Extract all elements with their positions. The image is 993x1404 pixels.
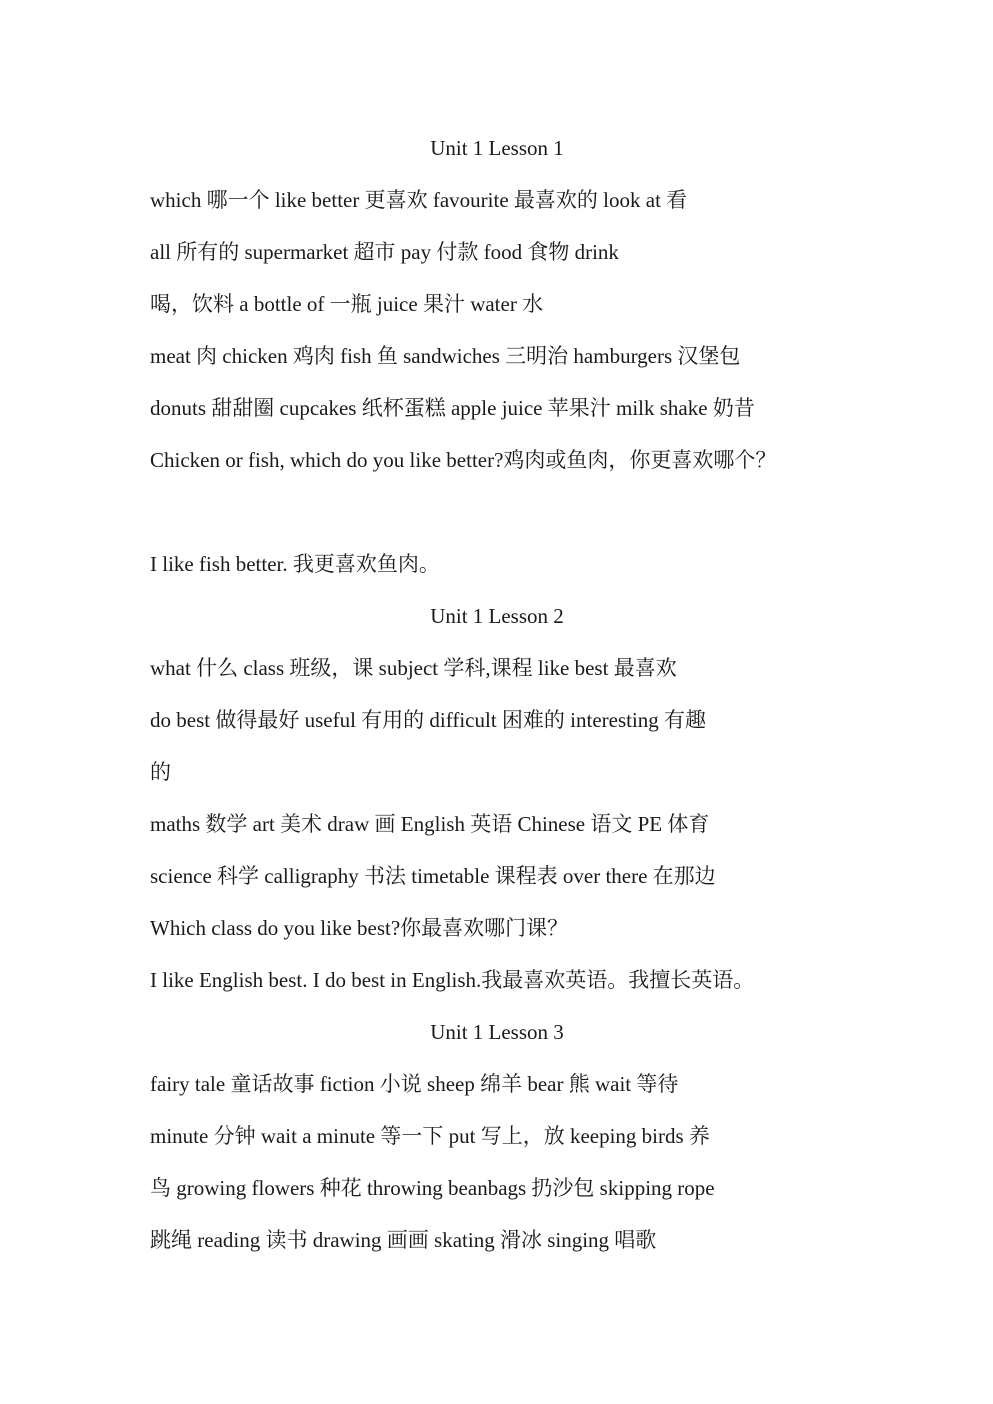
text-line: I like fish better. 我更喜欢鱼肉。 [150,552,440,576]
text-line: 喝，饮料 a bottle of 一瓶 juice 果汁 water 水 [150,292,544,316]
lesson-heading: Unit 1 Lesson 1 [430,136,564,160]
text-line: Chicken or fish, which do you like better?鸡肉或鱼肉，你更喜欢哪个？ [150,448,777,472]
text-line: Which class do you like best?你最喜欢哪门课？ [150,916,569,940]
text-line: minute 分钟 wait a minute 等一下 put 写上，放 keeping birds 养 [150,1124,710,1148]
lesson-heading: Unit 1 Lesson 2 [430,604,564,628]
text-line: maths 数学 art 美术 draw 画 English 英语 Chinese 语文 PE 体育 [150,812,710,836]
text-line: which 哪一个 like better 更喜欢 favourite 最喜欢的 look at 看 [150,188,688,212]
text-line: science 科学 calligraphy 书法 timetable 课程表 over there 在那边 [150,864,716,888]
blank-line [150,486,844,538]
lesson-heading: Unit 1 Lesson 3 [430,1020,564,1044]
text-line: donuts 甜甜圈 cupcakes 纸杯蛋糕 apple juice 苹果汁 milk shake 奶昔 [150,396,755,420]
text-line: what 什么 class 班级，课 subject 学科,课程 like best 最喜欢 [150,656,677,680]
text-line: I like English best. I do best in English.我最喜欢英语。我擅长英语。 [150,968,755,992]
text-line: all 所有的 supermarket 超市 pay 付款 food 食物 drink [150,240,619,264]
text-line: 跳绳 reading 读书 drawing 画画 skating 滑冰 singing 唱歌 [150,1228,657,1252]
text-line: 的 [150,760,171,784]
vocabulary-document [150,122,844,1266]
text-line: meat 肉 chicken 鸡肉 fish 鱼 sandwiches 三明治 hamburgers 汉堡包 [150,344,741,368]
text-line: fairy tale 童话故事 fiction 小说 sheep 绵羊 bear 熊 wait 等待 [150,1072,679,1096]
text-line: 鸟 growing flowers 种花 throwing beanbags 扔沙包 skipping rope [150,1176,715,1200]
text-line: do best 做得最好 useful 有用的 difficult 困难的 interesting 有趣 [150,708,707,732]
